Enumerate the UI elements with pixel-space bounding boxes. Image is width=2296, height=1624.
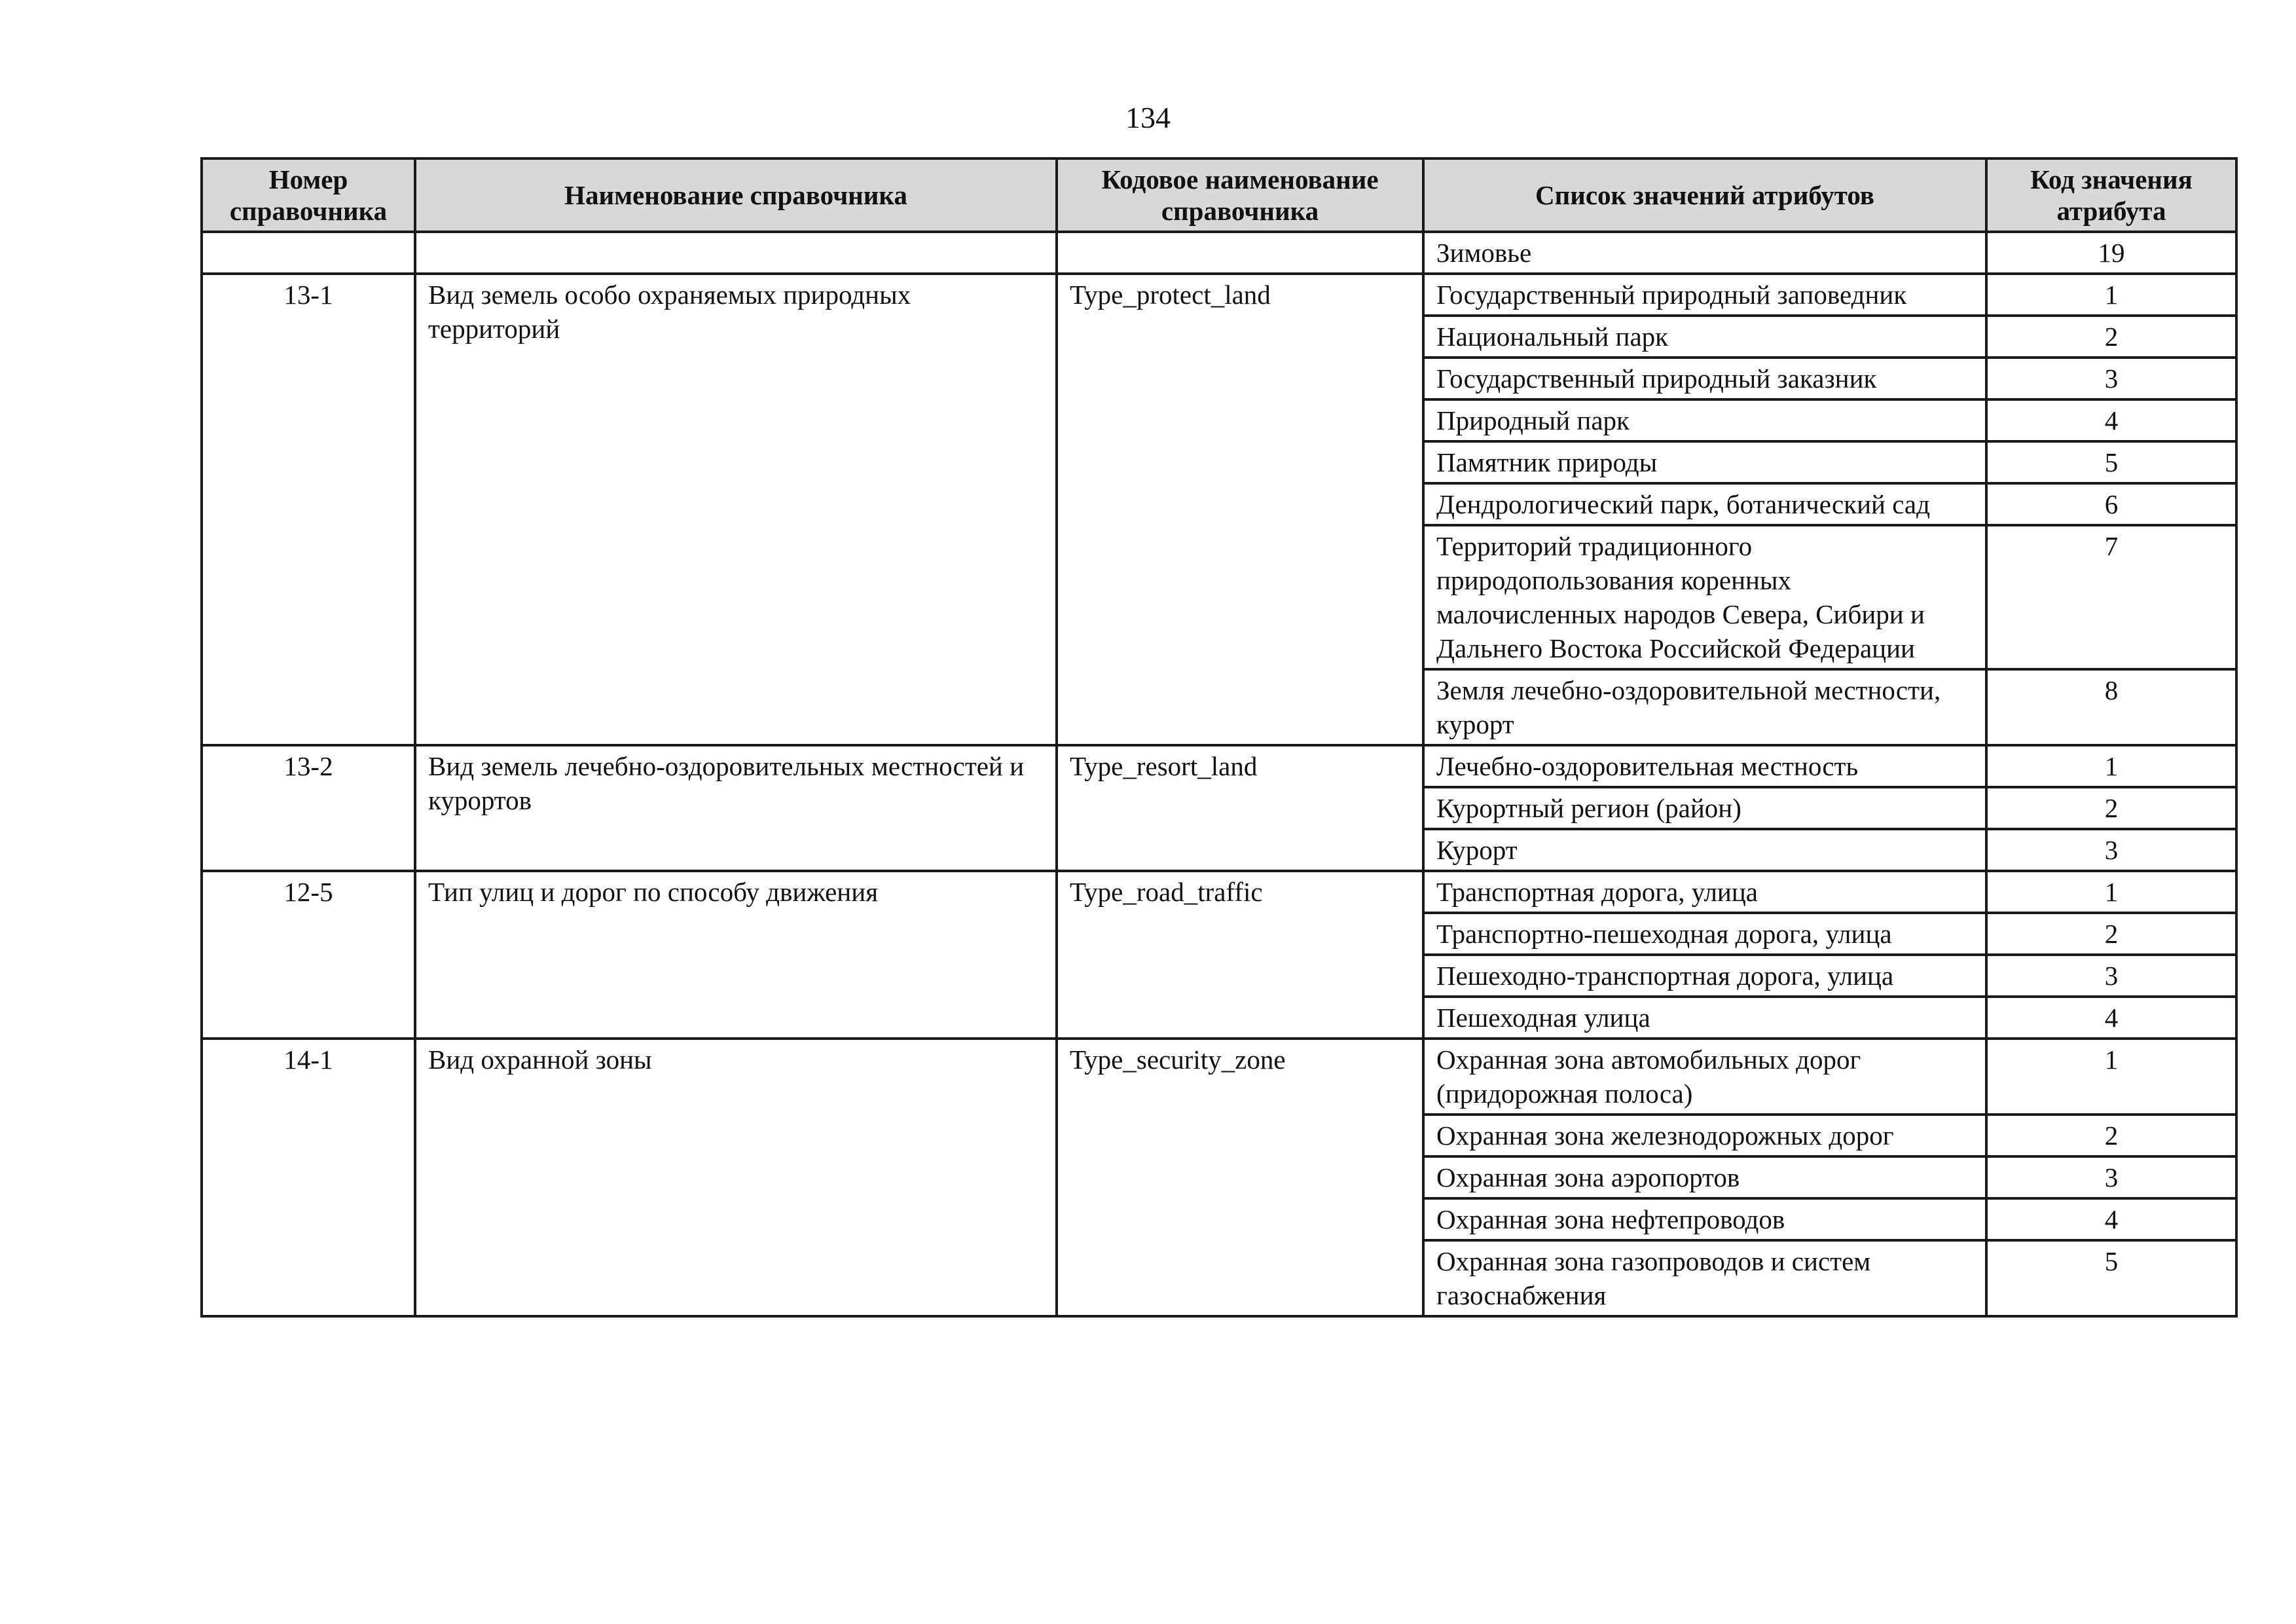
attribute-code: 3 bbox=[1986, 1156, 2236, 1198]
directory-name: Вид земель особо охраняемых природных территорий bbox=[415, 274, 1057, 745]
attribute-code: 4 bbox=[1986, 997, 2236, 1039]
attribute-code: 2 bbox=[1986, 913, 2236, 955]
directory-number: 13-1 bbox=[202, 274, 415, 745]
directory-name: Вид охранной зоны bbox=[415, 1039, 1057, 1316]
attribute-code: 3 bbox=[1986, 829, 2236, 871]
page-number: 134 bbox=[1125, 101, 1171, 134]
attribute-value: Государственный природный заказник bbox=[1423, 358, 1986, 399]
carry-over-name bbox=[415, 232, 1057, 274]
header-code-name: Кодовое наименование справочника bbox=[1057, 158, 1423, 232]
attribute-value: Охранная зона железнодорожных дорог bbox=[1423, 1115, 1986, 1156]
attribute-value: Курортный регион (район) bbox=[1423, 787, 1986, 829]
header-code: Код значения атрибута bbox=[1986, 158, 2236, 232]
attribute-value: Дендрологический парк, ботанический сад bbox=[1423, 483, 1986, 525]
attribute-value: Охранная зона аэропортов bbox=[1423, 1156, 1986, 1198]
directory-code-name: Type_security_zone bbox=[1057, 1039, 1423, 1316]
attribute-value: Пешеходно-транспортная дорога, улица bbox=[1423, 955, 1986, 997]
carry-over-code-name bbox=[1057, 232, 1423, 274]
attribute-code: 8 bbox=[1986, 669, 2236, 745]
header-name: Наименование справочника bbox=[415, 158, 1057, 232]
attribute-value: Транспортно-пешеходная дорога, улица bbox=[1423, 913, 1986, 955]
attribute-code: 5 bbox=[1986, 1240, 2236, 1316]
directory-number: 12-5 bbox=[202, 871, 415, 1039]
table-row bbox=[202, 745, 2236, 787]
table-row bbox=[202, 274, 2236, 316]
attribute-code: 1 bbox=[1986, 274, 2236, 316]
header-values: Список значений атрибутов bbox=[1423, 158, 1986, 232]
directory-number: 14-1 bbox=[202, 1039, 415, 1316]
attribute-code: 3 bbox=[1986, 358, 2236, 399]
attribute-code: 6 bbox=[1986, 483, 2236, 525]
attribute-value: Пешеходная улица bbox=[1423, 997, 1986, 1039]
attribute-value: Земля лечебно-оздоровительной местности, курорт bbox=[1423, 669, 1986, 745]
reference-table bbox=[200, 157, 2238, 1318]
attribute-value: Лечебно-оздоровительная местность bbox=[1423, 745, 1986, 787]
attribute-code: 7 bbox=[1986, 525, 2236, 669]
attribute-code: 19 bbox=[1986, 232, 2236, 274]
attribute-code: 2 bbox=[1986, 316, 2236, 358]
attribute-code: 2 bbox=[1986, 1115, 2236, 1156]
carry-over-row bbox=[202, 232, 2236, 274]
attribute-value: Курорт bbox=[1423, 829, 1986, 871]
directory-name: Тип улиц и дорог по способу движения bbox=[415, 871, 1057, 1039]
attribute-value: Природный парк bbox=[1423, 399, 1986, 441]
directory-number: 13-2 bbox=[202, 745, 415, 871]
attribute-value: Охранная зона газопроводов и систем газоснабжения bbox=[1423, 1240, 1986, 1316]
directory-name: Вид земель лечебно-оздоровительных местностей и курортов bbox=[415, 745, 1057, 871]
attribute-code: 1 bbox=[1986, 1039, 2236, 1115]
attribute-code: 1 bbox=[1986, 745, 2236, 787]
header-row bbox=[202, 158, 2236, 232]
attribute-code: 2 bbox=[1986, 787, 2236, 829]
attribute-code: 3 bbox=[1986, 955, 2236, 997]
directory-code-name: Type_road_traffic bbox=[1057, 871, 1423, 1039]
directory-code-name: Type_resort_land bbox=[1057, 745, 1423, 871]
attribute-code: 1 bbox=[1986, 871, 2236, 913]
directory-code-name: Type_protect_land bbox=[1057, 274, 1423, 745]
table-row bbox=[202, 1039, 2236, 1115]
attribute-code: 4 bbox=[1986, 1198, 2236, 1240]
header-number: Номер справочника bbox=[202, 158, 415, 232]
attribute-value: Транспортная дорога, улица bbox=[1423, 871, 1986, 913]
attribute-value: Охранная зона автомобильных дорог (придорожная полоса) bbox=[1423, 1039, 1986, 1115]
attribute-value: Зимовье bbox=[1423, 232, 1986, 274]
table-row bbox=[202, 871, 2236, 913]
attribute-code: 4 bbox=[1986, 399, 2236, 441]
attribute-value: Памятник природы bbox=[1423, 441, 1986, 483]
attribute-value: Национальный парк bbox=[1423, 316, 1986, 358]
attribute-value: Государственный природный заповедник bbox=[1423, 274, 1986, 316]
attribute-value: Охранная зона нефтепроводов bbox=[1423, 1198, 1986, 1240]
attribute-value: Территорий традиционного природопользования коренных малочисленных народов Севера, Сибири и Дальнего Востока Российской Федерации bbox=[1423, 525, 1986, 669]
attribute-code: 5 bbox=[1986, 441, 2236, 483]
carry-over-number bbox=[202, 232, 415, 274]
